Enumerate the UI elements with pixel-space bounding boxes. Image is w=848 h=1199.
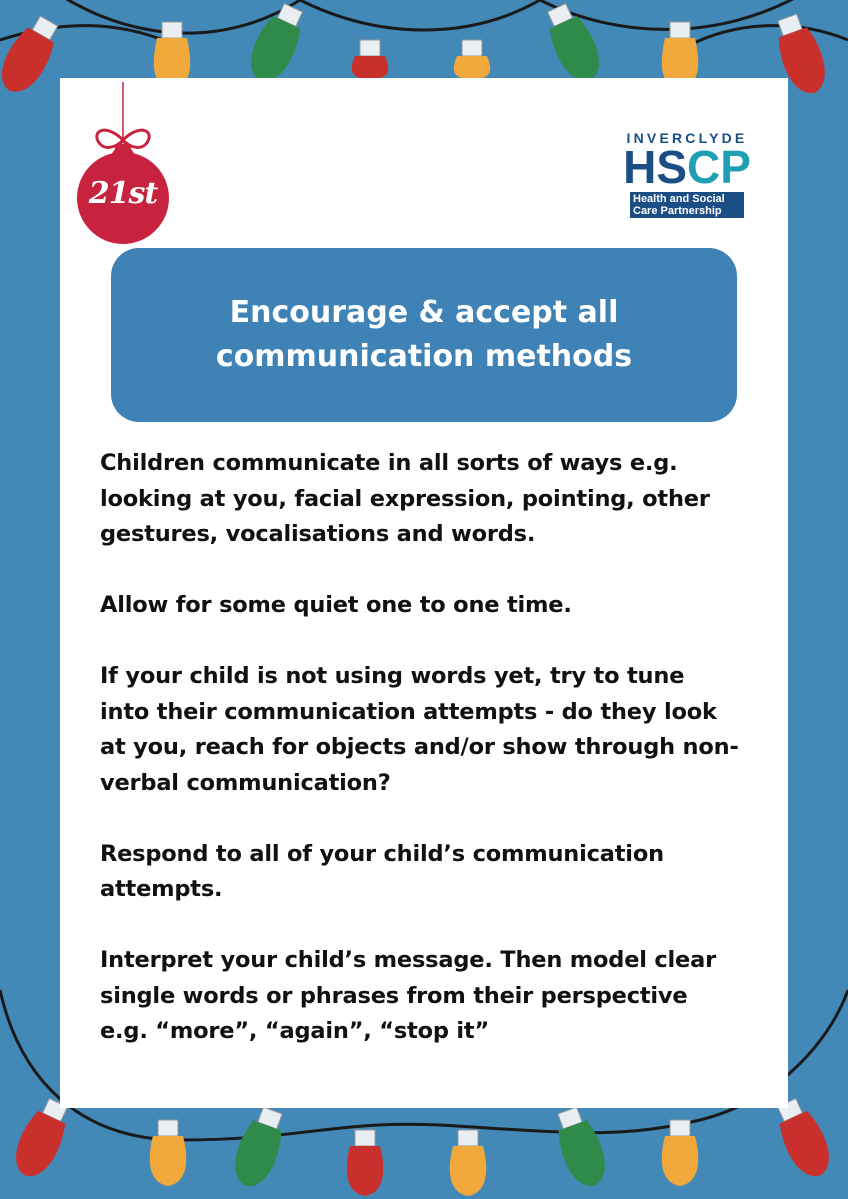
christmas-bauble-icon (70, 82, 176, 246)
title-line-2: communication methods (215, 339, 633, 374)
title-line-1: Encourage & accept all (229, 295, 619, 330)
page-title (144, 291, 704, 379)
paragraph: If your child is not using words yet, try to tune into their communication attempts - do they look at you, reach for objects and/or show through non-verbal communication? (100, 663, 739, 796)
logo-letter-c: C (687, 141, 721, 193)
paragraph: Allow for some quiet one to one time. (100, 592, 572, 618)
hscp-logo (622, 130, 752, 228)
body-text (100, 446, 740, 1085)
bulb-yellow-icon (662, 1120, 699, 1186)
bulb-yellow-icon (450, 1130, 487, 1196)
day-label: 21st (88, 176, 158, 211)
logo-org-name: INVERCLYDE (626, 130, 748, 146)
bulb-red-icon (347, 1130, 384, 1196)
title-box (111, 248, 737, 422)
bulb-red-icon (352, 40, 389, 80)
logo-letters (622, 141, 752, 193)
logo-letter-p: P (720, 141, 751, 193)
bulb-green-icon (227, 1104, 291, 1193)
logo-letter-s: S (656, 141, 687, 193)
logo-subtitle (630, 192, 744, 218)
logo-letter-h: H (623, 141, 657, 193)
bulb-yellow-icon (454, 40, 491, 80)
paragraph: Respond to all of your child’s communication attempts. (100, 840, 664, 902)
logo-subtitle-line2: Care Partnership (633, 205, 722, 217)
bulb-green-icon (549, 1104, 613, 1193)
bulb-yellow-icon (150, 1120, 187, 1186)
bulb-red-icon (0, 11, 66, 100)
paragraph: Interpret your child’s message. Then model clear single words or phrases from their perspective e.g. “more”, “again”, “stop it” (100, 947, 716, 1044)
logo-subtitle-line1: Health and Social (633, 193, 725, 205)
paragraph: Children communicate in all sorts of ways e.g. looking at you, facial expression, pointing, other gestures, vocalisations and words. (100, 450, 710, 547)
